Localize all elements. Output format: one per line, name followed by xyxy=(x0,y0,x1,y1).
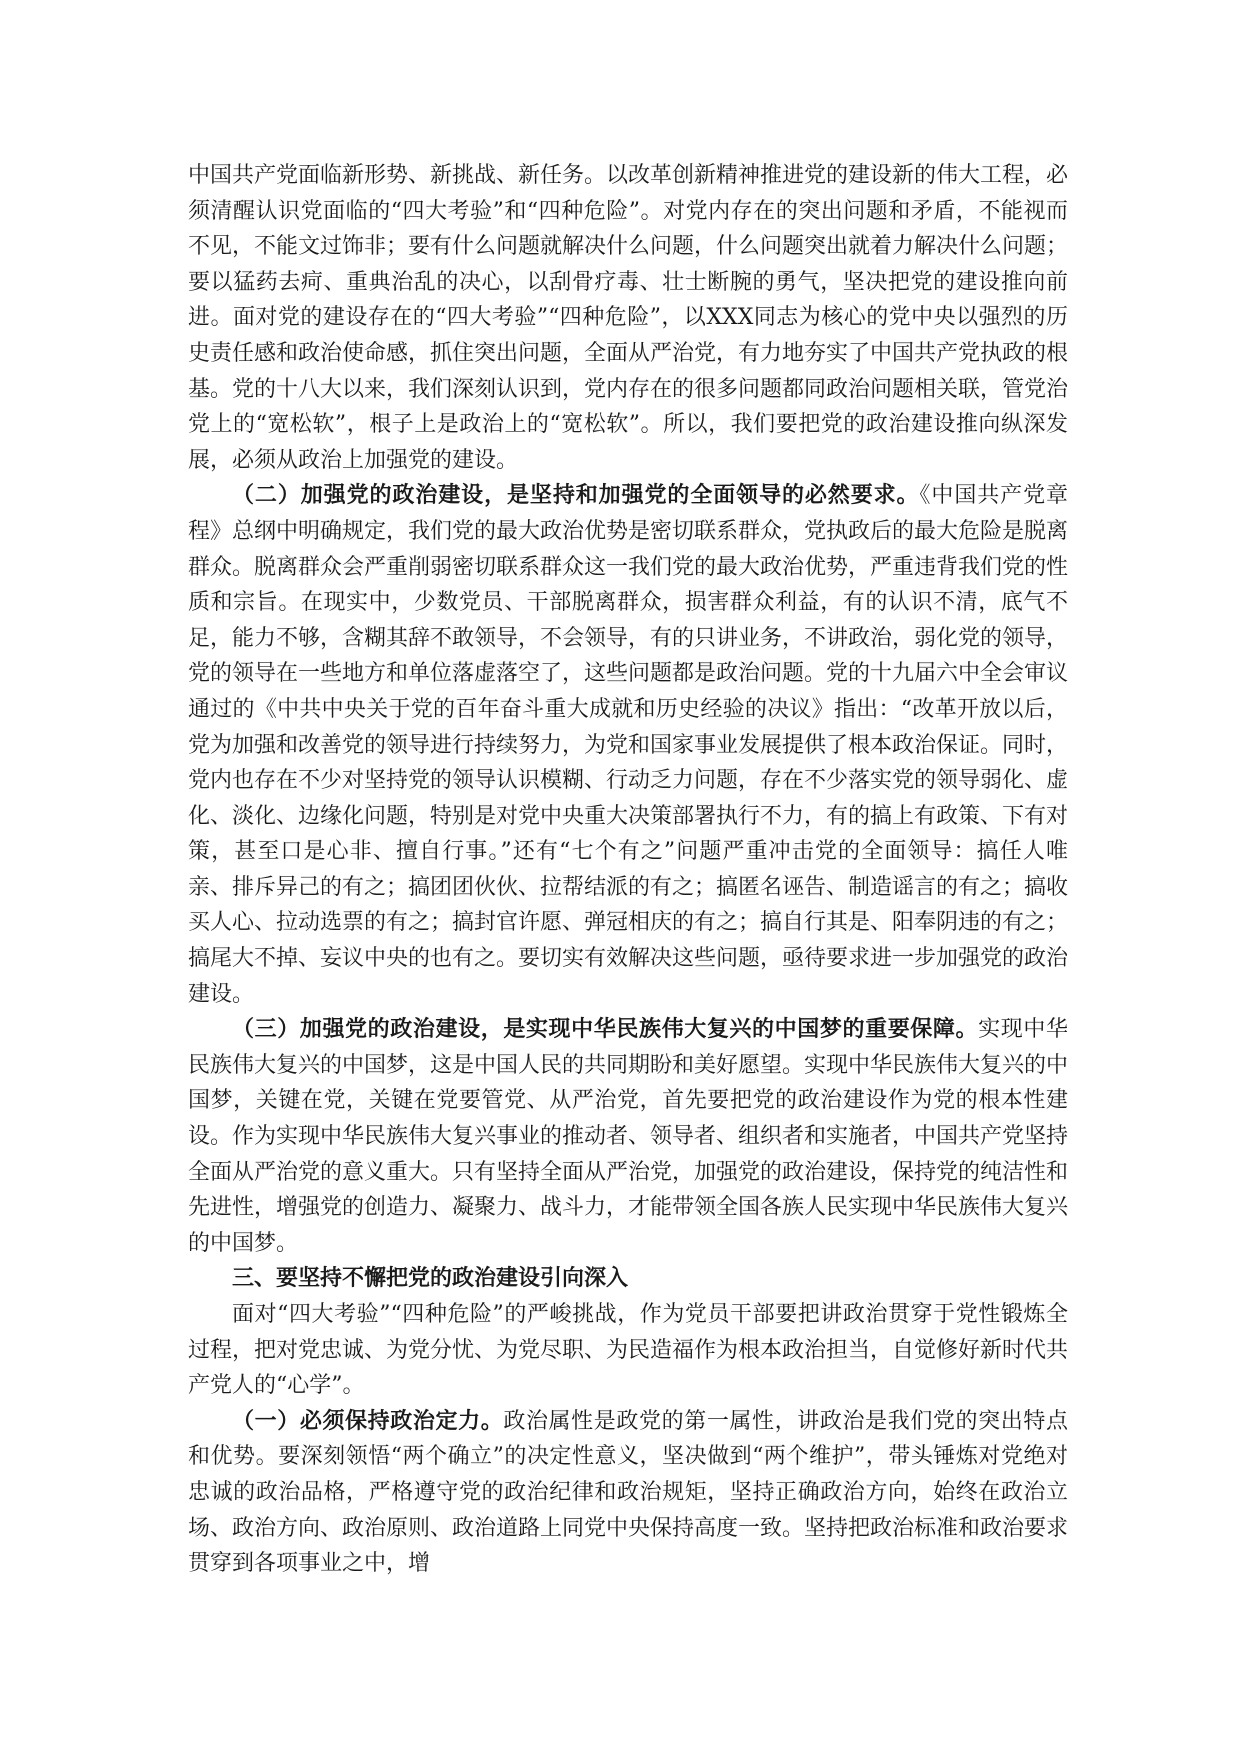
paragraph-1 xyxy=(188,158,1068,478)
section-3-lead: （三）加强党的政治建设，是实现中华民族伟大复兴的中国梦的重要保障。 xyxy=(232,1016,979,1043)
paragraph-4-text: 面对“四大考验”“四种危险”的严峻挑战，作为党员干部要把讲政治贯穿于党性锻炼全过程，把对党忠诚、为党分忧、为党尽职、为民造福作为根本政治担当，自觉修好新时代共产党人的“心学”。 xyxy=(188,1302,1069,1399)
paragraph-5 xyxy=(188,1404,1068,1582)
paragraph-3-text: 实现中华民族伟大复兴的中国梦，这是中国人民的共同期盼和美好愿望。实现中华民族伟大复兴的中国梦，关键在党，关键在党要管党、从严治党，首先要把党的政治建设作为党的根本性建设。作为实现中华民族伟大复兴事业的推动者、领导者、组织者和实施者，中国共产党坚持全面从严治党的意义重大。只有坚持全面从严治党，加强党的政治建设，保持党的纯洁性和先进性，增强党的创造力、凝聚力、战斗力，才能带领全国各族人民实现中华民族伟大复兴的中国梦。 xyxy=(188,1017,1069,1256)
section-heading-3: 三、要坚持不懈把党的政治建设引向深入 xyxy=(232,1265,629,1292)
section-2-lead: （二）加强党的政治建设，是坚持和加强党的全面领导的必然要求。 xyxy=(232,482,920,509)
paragraph-2 xyxy=(188,478,1068,1012)
subsection-1-lead: （一）必须保持政治定力。 xyxy=(232,1407,504,1434)
paragraph-3 xyxy=(188,1012,1068,1261)
paragraph-2-text: 《中国共产党章程》总纲中明确规定，我们党的最大政治优势是密切联系群众，党执政后的最大危险是脱离群众。脱离群众会严重削弱密切联系群众这一我们党的最大政治优势，严重违背我们党的性质和宗旨。在现实中，少数党员、干部脱离群众，损害群众利益，有的认识不清，底气不足，能力不够，含糊其辞不敢领导，不会领导，有的只讲业务，不讲政治，弱化党的领导，党的领导在一些地方和单位落虚落空了，这些问题都是政治问题。党的十九届六中全会审议通过的《中共中央关于党的百年奋斗重大成就和历史经验的决议》指出：“改革开放以后，党为加强和改善党的领导进行持续努力，为党和国家事业发展提供了根本政治保证。同时，党内也存在不少对坚持党的领导认识模糊、行动乏力问题，存在不少落实党的领导弱化、虚化、淡化、边缘化问题，特别是对党中央重大决策部署执行不力，有的搞上有政策、下有对策，甚至口是心非、擅自行事。”还有“七个有之”问题严重冲击党的全面领导：搞任人唯亲、排斥异己的有之；搞团团伙伙、拉帮结派的有之；搞匿名诬告、制造谣言的有之；搞收买人心、拉动选票的有之；搞封官许愿、弹冠相庆的有之；搞自行其是、阳奉阴违的有之；搞尾大不掉、妄议中央的也有之。要切实有效解决这些问题，亟待要求进一步加强党的政治建设。 xyxy=(188,483,1069,1007)
paragraph-5-text: 政治属性是政党的第一属性，讲政治是我们党的突出特点和优势。要深刻领悟“两个确立”的决定性意义，坚决做到“两个维护”，带头锤炼对党绝对忠诚的政治品格，严格遵守党的政治纪律和政治规矩，坚持正确政治方向，始终在政治立场、政治方向、政治原则、政治道路上同党中央保持高度一致。坚持把政治标准和政治要求贯穿到各项事业之中，增 xyxy=(188,1408,1069,1577)
paragraph-4 xyxy=(188,1297,1068,1404)
paragraph-1-text: 中国共产党面临新形势、新挑战、新任务。以改革创新精神推进党的建设新的伟大工程，必须清醒认识党面临的“四大考验”和“四种危险”。对党内存在的突出问题和矛盾，不能视而不见，不能文过饰非；要有什么问题就解决什么问题，什么问题突出就着力解决什么问题；要以猛药去疴、重典治乱的决心，以刮骨疗毒、壮士断腕的勇气，坚决把党的建设推向前进。面对党的建设存在的“四大考验”“四种危险”，以XXX同志为核心的党中央以强烈的历史责任感和政治使命感，抓住突出问题，全面从严治党，有力地夯实了中国共产党执政的根基。党的十八大以来，我们深刻认识到，党内存在的很多问题都同政治问题相关联，管党治党上的“宽松软”，根子上是政治上的“宽松软”。所以，我们要把党的政治建设推向纵深发展，必须从政治上加强党的建设。 xyxy=(188,163,1069,473)
document-page xyxy=(188,158,1068,1582)
